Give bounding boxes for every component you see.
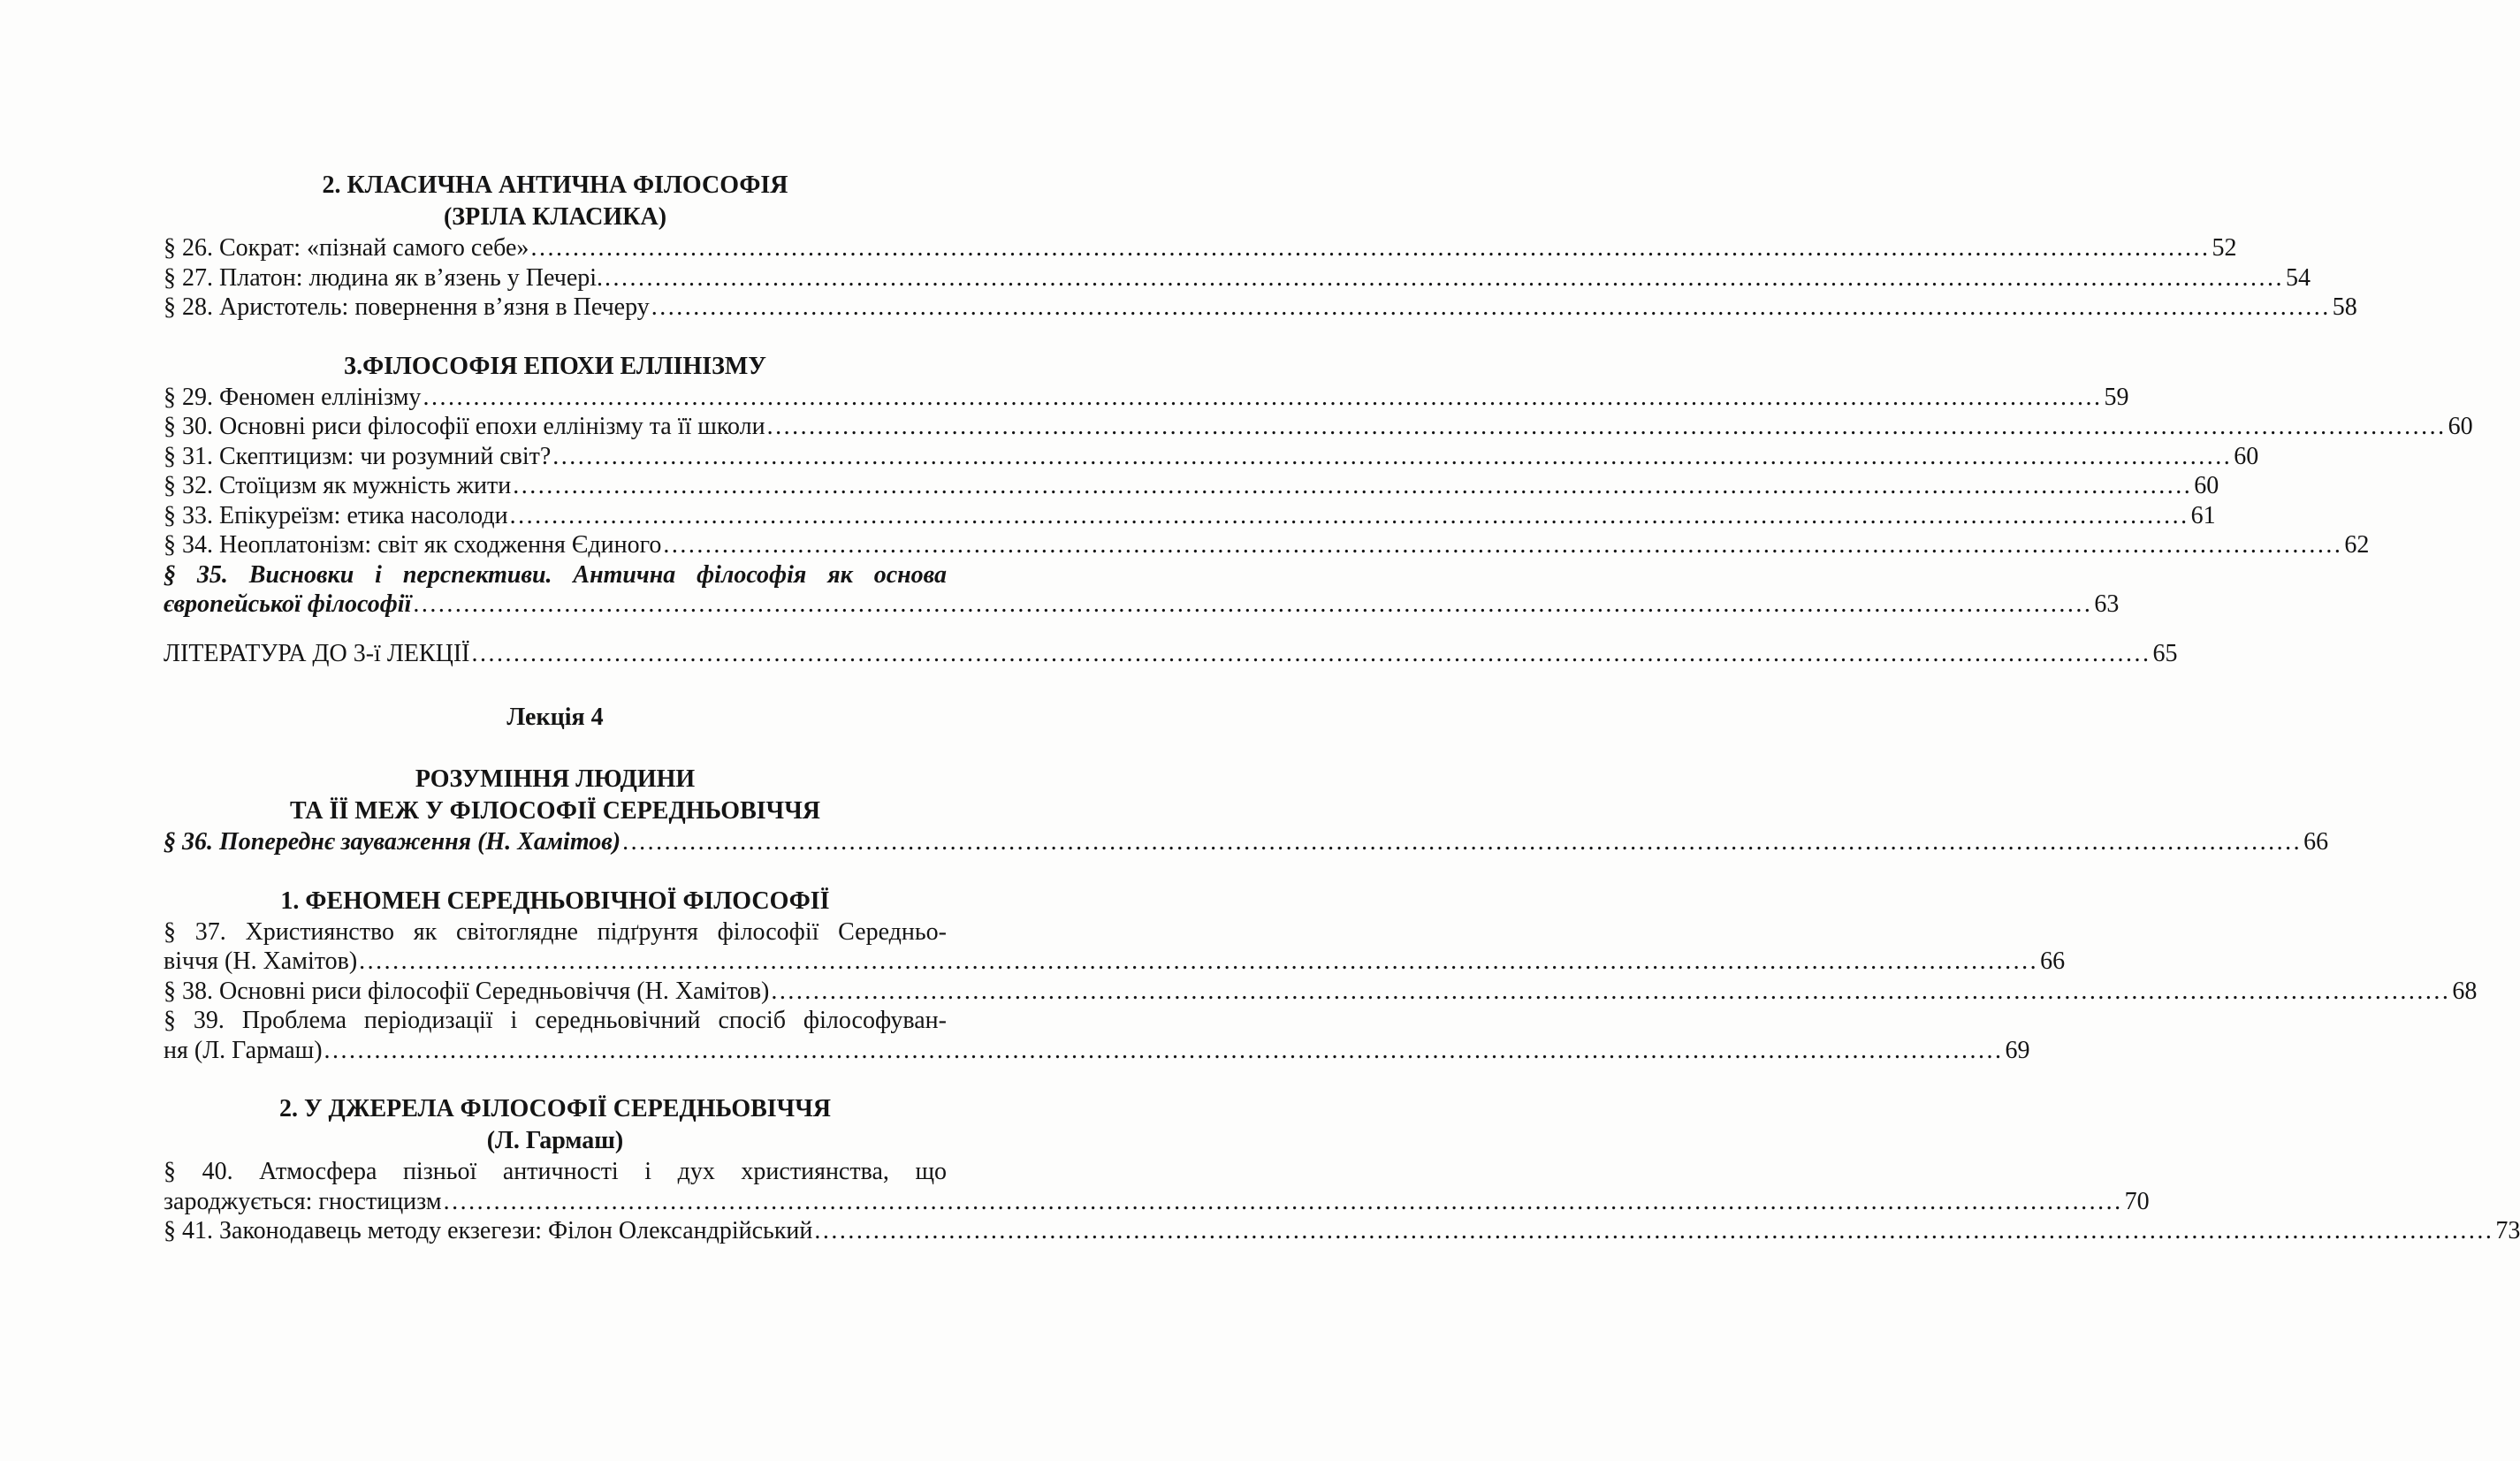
- section-heading-line: 2. КЛАСИЧНА АНТИЧНА ФІЛОСОФІЯ: [322, 171, 788, 199]
- dot-leader: ........................................................................................................................................................................................................: [771, 977, 2451, 1005]
- entry-title: § 30. Основні риси філософії епохи еллінізму та її школи: [164, 413, 765, 440]
- toc-entry-row: [164, 639, 2178, 669]
- page-number: 63: [2094, 590, 2120, 618]
- dot-leader: ........................................................................................................................................................................................................: [413, 590, 2093, 618]
- entry-title: § 38. Основні риси філософії Середньовіччя (Н. Хамітов): [164, 977, 770, 1005]
- page-number: 69: [2005, 1036, 2030, 1064]
- entry-title: § 41. Законодавець методу екзегези: Філон Олександрійський: [164, 1217, 813, 1244]
- dot-leader: ........................................................................................................................................................................................................: [443, 1187, 2123, 1215]
- toc-entry-row: § 35. Висновки і перспективи. Антична філософія як основа: [164, 560, 947, 589]
- dot-leader: ........................................................................................................................................................................................................: [359, 947, 2039, 975]
- dot-leader: ........................................................................................................................................................................................................: [471, 639, 2151, 667]
- dot-leader: ........................................................................................................................................................................................................: [423, 383, 2103, 411]
- toc-entry: [164, 383, 2129, 413]
- toc-entry: [164, 501, 2216, 531]
- entry-title: віччя (Н. Хамітов): [164, 947, 358, 975]
- toc-entry-row: [164, 590, 2120, 620]
- lecture-label: Лекція 4: [506, 704, 604, 731]
- toc-entry: [164, 471, 2219, 501]
- entry-title: § 34. Неоплатонізм: світ як сходження Єдиного: [164, 531, 662, 559]
- entry-title: § 33. Епікуреїзм: етика насолоди: [164, 501, 508, 529]
- entry-title: § 26. Сократ: «пізнай самого себе»: [164, 234, 529, 262]
- dot-leader: ........................................................................................................................................................................................................: [766, 413, 2447, 440]
- entry-title: § 29. Феномен еллінізму: [164, 383, 422, 411]
- entry-title: ЛІТЕРАТУРА ДО 3-ї ЛЕКЦІЇ: [164, 639, 470, 667]
- toc-entry-row: § 39. Проблема періодизації і середньовічний спосіб філософуван-: [164, 1007, 947, 1034]
- toc-entry-row: [164, 442, 2259, 472]
- section-heading-line: 3.ФІЛОСОФІЯ ЕПОХИ ЕЛЛІНІЗМУ: [344, 352, 766, 380]
- toc: [164, 170, 2520, 1246]
- page-number: 54: [2286, 263, 2311, 292]
- toc-entry-row: [164, 1216, 2520, 1246]
- toc-entry-row: [164, 827, 2329, 857]
- toc-entry: [164, 412, 2473, 442]
- section-heading-line: 2. У ДЖЕРЕЛА ФІЛОСОФІЇ СЕРЕДНЬОВІЧЧЯ: [279, 1095, 831, 1122]
- toc-entry-row: [164, 293, 2357, 323]
- toc-entry-row: [164, 1036, 2030, 1066]
- dot-leader: ........................................................................................................................................................................................................: [324, 1036, 2004, 1064]
- dot-leader: ........................................................................................................................................................................................................: [530, 234, 2211, 262]
- toc-entry-row: § 40. Атмосфера пізньої античності і дух християнства, що: [164, 1158, 947, 1185]
- toc-entry: [164, 1216, 2520, 1246]
- section-heading-line: 1. ФЕНОМЕН СЕРЕДНЬОВІЧНОЇ ФІЛОСОФІЇ: [280, 886, 830, 915]
- entry-title: ня (Л. Гармаш): [164, 1036, 323, 1064]
- dot-leader: ........................................................................................................................................................................................................: [651, 293, 2331, 321]
- toc-entry-row: [164, 947, 2066, 977]
- toc-entry-row: [164, 501, 2216, 531]
- toc-entry: [164, 1006, 2030, 1065]
- page-number: 65: [2152, 639, 2178, 667]
- toc-entry-row: [164, 977, 2478, 1007]
- entry-title: § 31. Скептицизм: чи розумний світ?: [164, 442, 552, 470]
- dot-leader: ........................................................................................................................................................................................................: [663, 531, 2343, 559]
- toc-entry: [164, 293, 2357, 323]
- toc-entry: [164, 977, 2478, 1007]
- entry-title: європейської філософії: [164, 590, 412, 618]
- toc-entry-row: § 37. Християнство як світоглядне підґрунтя філософії Середньо-: [164, 917, 947, 946]
- toc-entry: [164, 827, 2329, 857]
- dot-leader: ........................................................................................................................................................................................................: [509, 501, 2189, 529]
- page-number: 61: [2190, 501, 2216, 529]
- entry-title: § 27. Платон: людина як в’язень у Печері.: [164, 263, 604, 292]
- dot-leader: ........................................................................................................................................................................................................: [552, 442, 2233, 470]
- page-number: 59: [2104, 383, 2129, 411]
- page-number: 60: [2234, 442, 2259, 470]
- entry-title: § 32. Стоїцизм як мужність жити: [164, 472, 512, 499]
- page-number: 60: [2448, 413, 2473, 440]
- dot-leader: ........................................................................................................................................................................................................: [622, 828, 2303, 856]
- section-heading-line: РОЗУМІННЯ ЛЮДИНИ: [415, 765, 696, 793]
- page-number: 58: [2332, 293, 2357, 321]
- toc-entry: [164, 442, 2259, 472]
- page-number: 68: [2452, 977, 2478, 1005]
- section-heading-line: (Л. Гармаш): [486, 1127, 624, 1154]
- toc-entry-row: [164, 412, 2473, 442]
- toc-entry: [164, 1157, 2150, 1216]
- toc-entry: [164, 639, 2178, 669]
- page-number: 66: [2303, 828, 2329, 856]
- toc-entry-row: [164, 263, 2311, 293]
- section-heading: [164, 170, 947, 233]
- toc-entry-row: [164, 383, 2129, 413]
- section-heading: [164, 1093, 947, 1157]
- entry-title: зароджується: гностицизм: [164, 1187, 442, 1215]
- section-heading-line: (ЗРІЛА КЛАСИКА): [443, 203, 667, 231]
- page-number: 62: [2344, 531, 2370, 559]
- toc-entry-row: [164, 471, 2219, 501]
- entry-title: § 36. Попереднє зауваження (Н. Хамітов): [164, 828, 621, 856]
- toc-entry: [164, 530, 2370, 560]
- section-heading: [164, 886, 947, 917]
- toc-entry-row: [164, 530, 2370, 560]
- dot-leader: ........................................................................................................................................................................................................: [605, 263, 2285, 292]
- dot-leader: ........................................................................................................................................................................................................: [814, 1217, 2494, 1244]
- toc-entry: [164, 917, 2066, 977]
- section-heading: [164, 764, 947, 827]
- entry-title: § 28. Аристотель: повернення в’язня в Печеру: [164, 293, 650, 321]
- page-number: 52: [2212, 234, 2237, 262]
- toc-entry: [164, 263, 2311, 293]
- toc-entry-row: [164, 233, 2237, 263]
- page-number: 70: [2124, 1187, 2150, 1215]
- page-number: 66: [2040, 947, 2066, 975]
- page-number: 60: [2194, 472, 2219, 499]
- section-heading: [164, 351, 947, 383]
- toc-entry-row: [164, 1187, 2150, 1217]
- section-heading-line: ТА ЇЇ МЕЖ У ФІЛОСОФІЇ СЕРЕДНЬОВІЧЧЯ: [290, 797, 820, 825]
- page-number: 73: [2495, 1217, 2520, 1244]
- toc-entry: [164, 560, 2120, 620]
- dot-leader: ........................................................................................................................................................................................................: [513, 472, 2193, 499]
- toc-entry: [164, 233, 2237, 263]
